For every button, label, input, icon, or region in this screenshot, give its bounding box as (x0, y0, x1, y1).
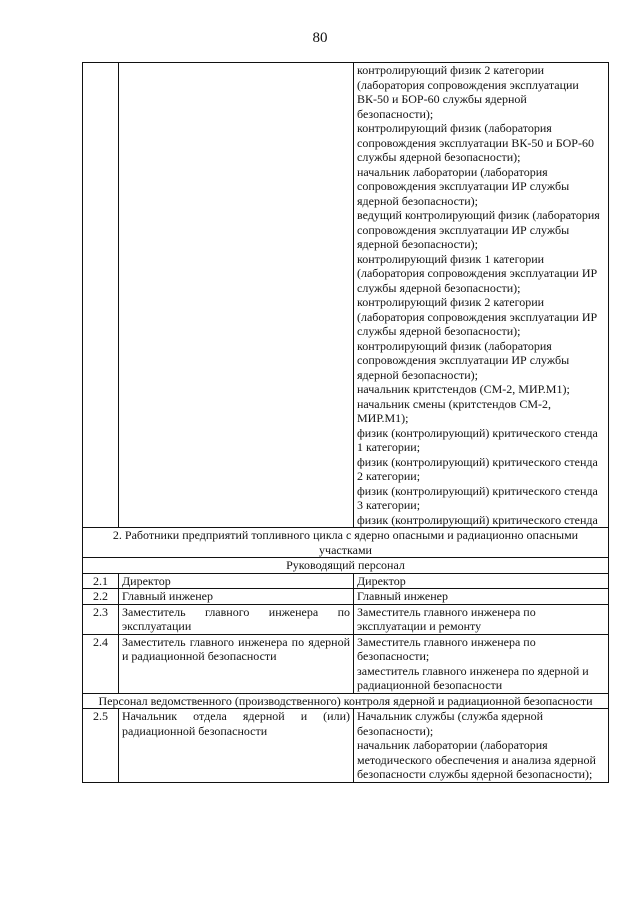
list-item: начальник смены (критстендов СМ-2, МИР.М1); (357, 396, 551, 425)
list-item: Заместитель главного инженера по безопасности; (357, 634, 536, 663)
table-row-continuation (83, 63, 609, 528)
list-item: Заместитель главного инженера по эксплуатации и ремонту (357, 604, 536, 633)
row-number: 2.5 (83, 709, 119, 783)
list-item: контролирующий физик (лаборатория сопровождения эксплуатации ИР службы ядерной безопасности); (357, 338, 570, 382)
list-item: начальник критстендов (СМ-2, МИР.М1); (357, 382, 570, 396)
table-row (83, 604, 609, 634)
row-number (83, 63, 119, 528)
subheading-control: Персонал ведомственного (производственного) контроля ядерной и радиационной безопасности (83, 693, 609, 709)
list-item: Главный инженер (357, 589, 448, 603)
row-number: 2.3 (83, 604, 119, 634)
row-right-cell (354, 709, 609, 783)
row-number: 2.1 (83, 573, 119, 589)
table-row (83, 634, 609, 693)
row-right-cell (354, 604, 609, 634)
row-number: 2.2 (83, 589, 119, 605)
list-item: начальник лаборатории (лаборатория сопровождения эксплуатации ИР службы ядерной безопасности); (357, 164, 570, 208)
list-item: Директор (357, 573, 406, 588)
list-item: физик (контролирующий) критического стенда 2 категории; (357, 454, 598, 483)
subheading-row (83, 558, 609, 574)
section-heading-row (83, 528, 609, 558)
row-left-cell: Заместитель главного инженера по эксплуатации (119, 604, 354, 634)
list-item: контролирующий физик (лаборатория сопровождения эксплуатации ВК-50 и БОР-60 службы ядерной безопасности); (357, 121, 594, 164)
list-item: физик (контролирующий) критического стенда (357, 512, 598, 527)
row-right-cell (354, 63, 609, 528)
list-item: физик (контролирующий) критического стенда 1 категории; (357, 425, 598, 454)
list-item: контролирующий физик 2 категории (лаборатория сопровождения эксплуатации ВК-50 и БОР-60 службы ядерной безопасности); (357, 63, 579, 121)
row-left-cell: Главный инженер (119, 589, 354, 605)
row-left-cell: Заместитель главного инженера по ядерной и радиационной безопасности (119, 634, 354, 693)
subheading-management: Руководящий персонал (83, 558, 609, 574)
table-row (83, 709, 609, 783)
row-left-cell: Директор (119, 573, 354, 589)
list-item: физик (контролирующий) критического стенда 3 категории; (357, 483, 598, 512)
row-right-cell (354, 589, 609, 605)
row-right-cell (354, 573, 609, 589)
section-heading: 2. Работники предприятий топливного цикла с ядерно опасными и радиационно опасными участками (83, 528, 609, 558)
list-item: ведущий контролирующий физик (лаборатория сопровождения эксплуатации ИР службы ядерной безопасности); (357, 208, 600, 251)
table-row (83, 573, 609, 589)
subheading-row (83, 693, 609, 709)
personnel-table (82, 62, 609, 783)
list-item: заместитель главного инженера по ядерной и радиационной безопасности (357, 663, 589, 692)
row-number: 2.4 (83, 634, 119, 693)
list-item: начальник лаборатории (лаборатория методического обеспечения и анализа ядерной безопасности службы ядерной безопасности); (357, 738, 596, 781)
list-item: Начальник службы (служба ядерной безопасности); (357, 709, 544, 738)
row-left-cell: Начальник отдела ядерной и (или) радиационной безопасности (119, 709, 354, 783)
list-item: контролирующий физик 2 категории (лаборатория сопровождения эксплуатации ИР службы ядерной безопасности); (357, 295, 598, 338)
row-right-cell (354, 634, 609, 693)
table-row (83, 589, 609, 605)
page-number: 80 (312, 30, 328, 46)
row-left-cell (119, 63, 354, 528)
list-item: контролирующий физик 1 категории (лаборатория сопровождения эксплуатации ИР службы ядерной безопасности); (357, 251, 598, 295)
